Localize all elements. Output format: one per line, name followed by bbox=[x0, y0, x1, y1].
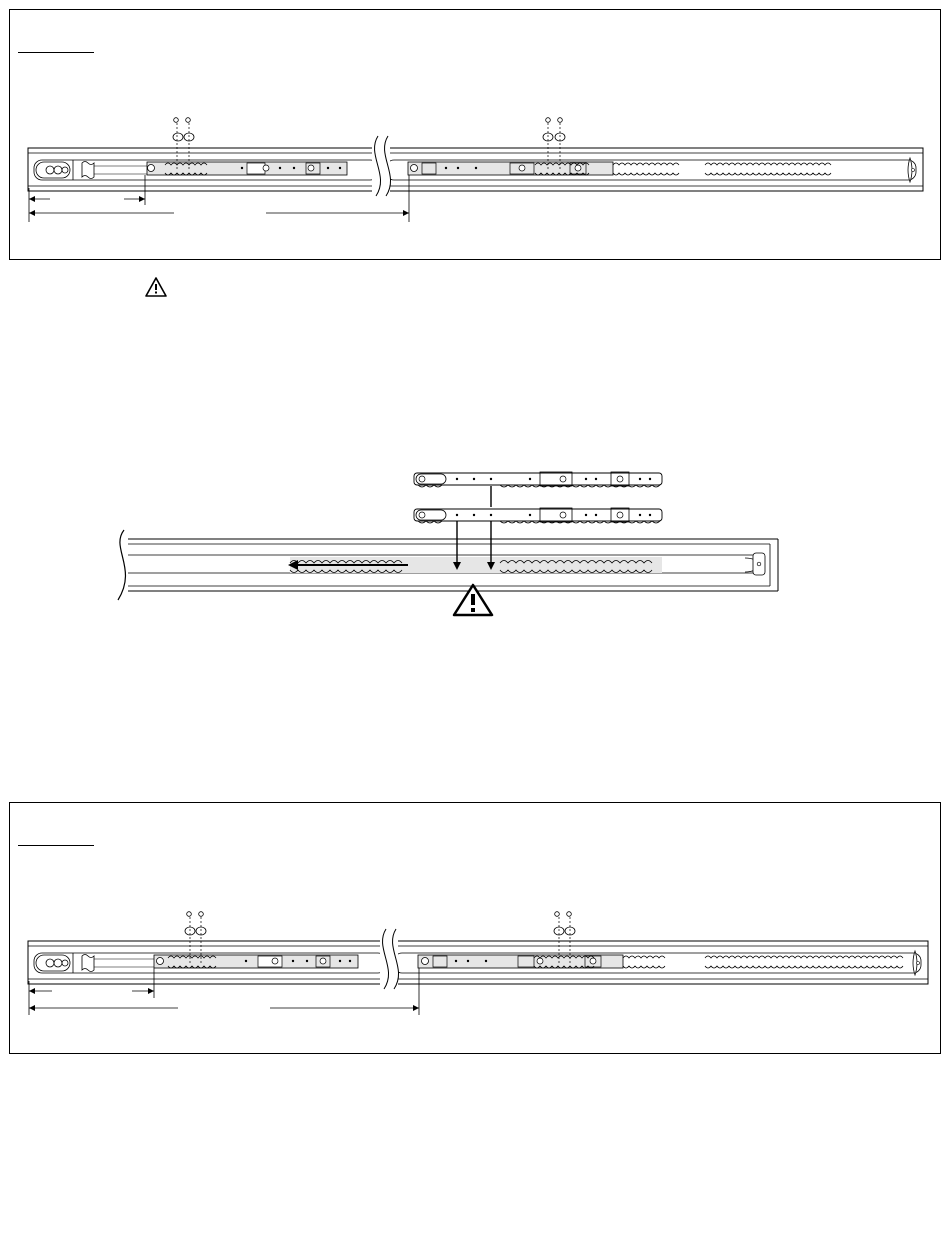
bottom-carriage-right bbox=[418, 955, 623, 968]
top-belt-left-1 bbox=[82, 162, 94, 179]
bottom-break-mark bbox=[380, 928, 399, 990]
detail-carriage-lower bbox=[414, 508, 662, 523]
detail-rail bbox=[108, 530, 778, 600]
screw-icon bbox=[199, 912, 204, 917]
bottom-carriage-left bbox=[154, 955, 358, 968]
screw-icon bbox=[174, 118, 179, 123]
detail-carriage-upper bbox=[414, 472, 662, 487]
bottom-track-diagram bbox=[10, 803, 942, 1055]
screw-icon bbox=[558, 118, 563, 123]
top-break-mark bbox=[372, 135, 391, 197]
washer-icon bbox=[173, 133, 183, 141]
screw-icon bbox=[546, 118, 551, 123]
bottom-belt-left-1 bbox=[82, 955, 94, 972]
top-carriage-right bbox=[408, 162, 613, 175]
screw-icon bbox=[555, 912, 560, 917]
top-assembly-panel bbox=[9, 9, 941, 260]
screw-icon bbox=[567, 912, 572, 917]
screw-icon bbox=[186, 118, 191, 123]
warning-icon bbox=[452, 583, 494, 617]
warning-icon bbox=[145, 277, 167, 297]
bottom-assembly-panel bbox=[9, 802, 941, 1054]
top-track-diagram bbox=[10, 10, 942, 261]
screw-icon bbox=[187, 912, 192, 917]
